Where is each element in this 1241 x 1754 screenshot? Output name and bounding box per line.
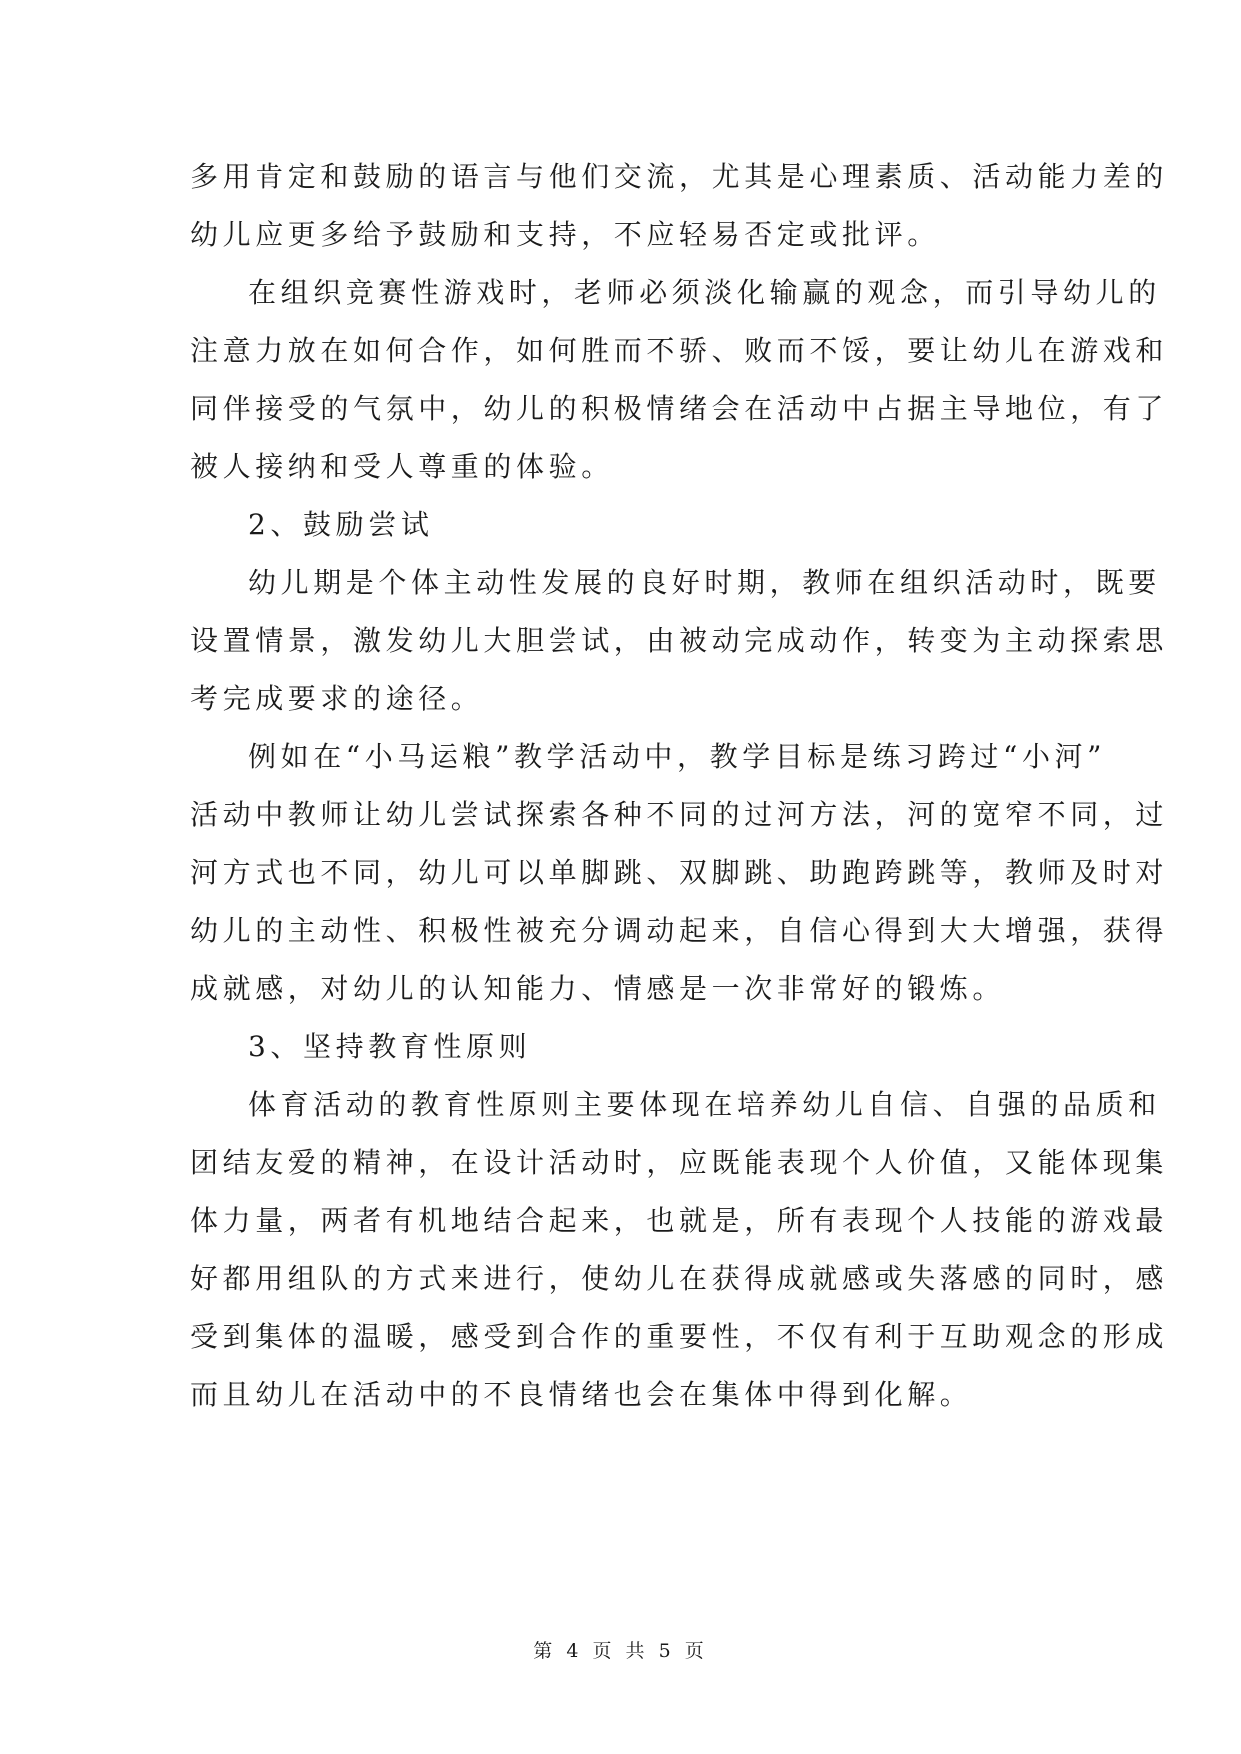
paragraph-line: 幼儿应更多给予鼓励和支持，不应轻易否定或批评。 [190, 218, 940, 251]
section-heading: 2、鼓励尝试 [248, 508, 434, 541]
footer-middle: 页 共 [592, 1640, 649, 1662]
paragraph-line: 活动中教师让幼儿尝试探索各种不同的过河方法，河的宽窄不同，过 [190, 798, 1169, 831]
paragraph-line: 幼儿的主动性、积极性被充分调动起来，自信心得到大大增强，获得 [190, 914, 1169, 947]
footer-prefix: 第 [533, 1640, 557, 1662]
footer-total-pages: 5 [658, 1640, 675, 1662]
document-body [190, 148, 1169, 1424]
paragraph-line: 幼儿期是个体主动性发展的良好时期，教师在组织活动时，既要 [248, 566, 1161, 599]
section-heading: 3、坚持教育性原则 [248, 1030, 532, 1063]
footer-page-number: 4 [566, 1640, 583, 1662]
paragraph-line: 成就感，对幼儿的认知能力、情感是一次非常好的锻炼。 [190, 972, 1006, 1005]
paragraph-line: 好都用组队的方式来进行，使幼儿在获得成就感或失落感的同时，感 [190, 1262, 1169, 1295]
paragraph-line: 团结友爱的精神，在设计活动时，应既能表现个人价值，又能体现集 [190, 1146, 1169, 1179]
paragraph-line: 例如在“小马运粮”教学活动中，教学目标是练习跨过“小河” [248, 740, 1107, 773]
paragraph-line: 体力量，两者有机地结合起来，也就是，所有表现个人技能的游戏最 [190, 1204, 1169, 1237]
paragraph-line: 考完成要求的途径。 [190, 682, 484, 715]
paragraph-line: 在组织竞赛性游戏时，老师必须淡化输赢的观念，而引导幼儿的 [248, 276, 1161, 309]
paragraph-line: 而且幼儿在活动中的不良情绪也会在集体中得到化解。 [190, 1378, 973, 1411]
paragraph-line: 设置情景，激发幼儿大胆尝试，由被动完成动作，转变为主动探索思 [190, 624, 1169, 657]
page-footer [0, 1636, 1241, 1663]
paragraph-line: 多用肯定和鼓励的语言与他们交流，尤其是心理素质、活动能力差的 [190, 160, 1169, 193]
paragraph-line: 河方式也不同，幼儿可以单脚跳、双脚跳、助跑跨跳等，教师及时对 [190, 856, 1169, 889]
paragraph-line: 体育活动的教育性原则主要体现在培养幼儿自信、自强的品质和 [248, 1088, 1161, 1121]
footer-suffix: 页 [684, 1640, 708, 1662]
paragraph-line: 注意力放在如何合作，如何胜而不骄、败而不馁，要让幼儿在游戏和 [190, 334, 1169, 367]
paragraph-line: 被人接纳和受人尊重的体验。 [190, 450, 614, 483]
paragraph-line: 受到集体的温暖，感受到合作的重要性，不仅有利于互助观念的形成 [190, 1320, 1169, 1353]
paragraph-line: 同伴接受的气氛中，幼儿的积极情绪会在活动中占据主导地位，有了 [190, 392, 1169, 425]
